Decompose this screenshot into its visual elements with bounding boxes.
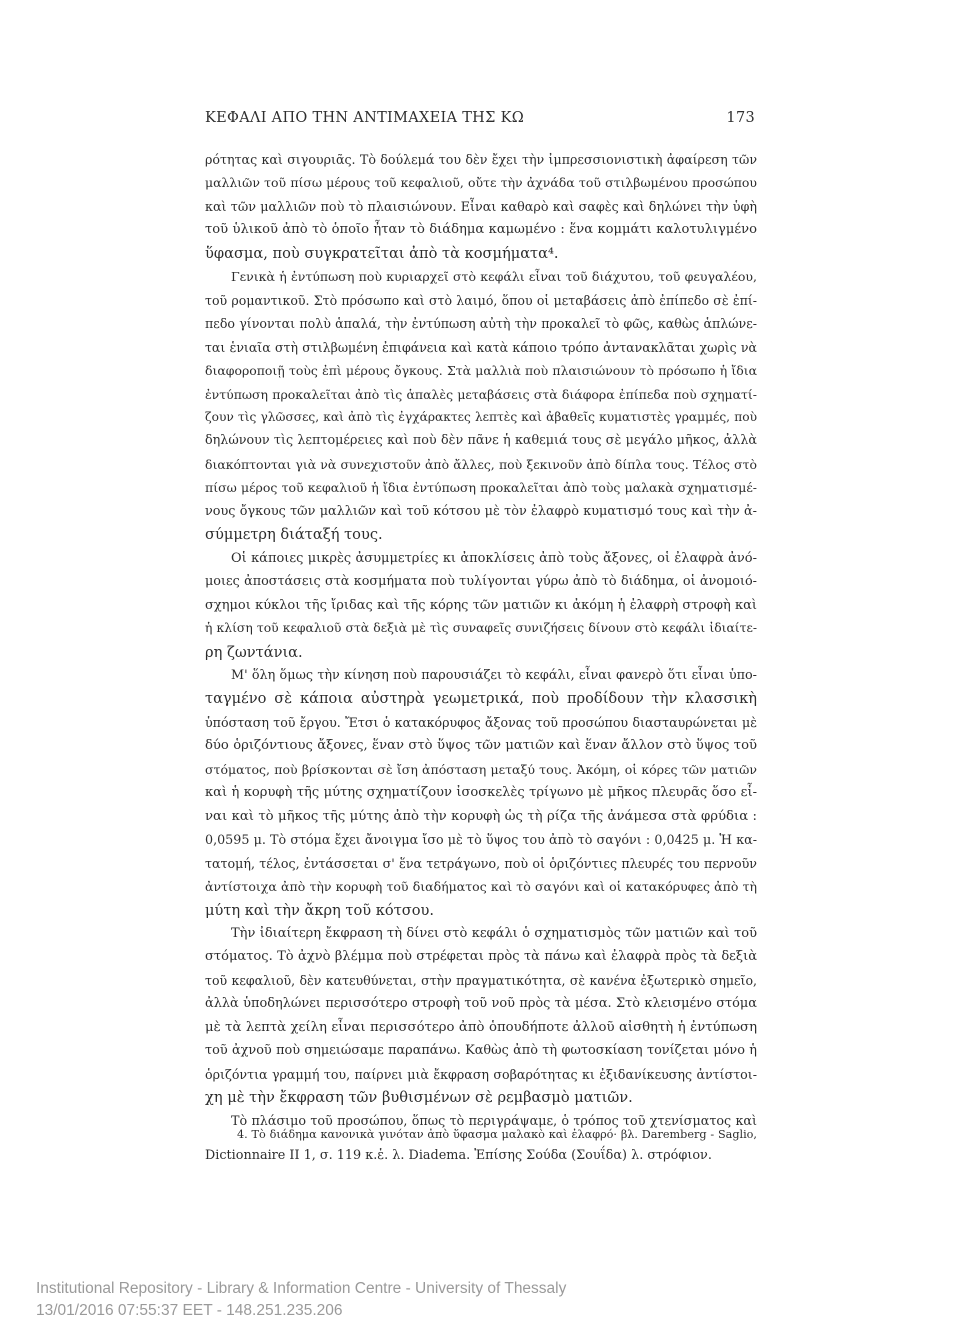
text-line: τοῦ ἀχνοῦ ποὺ σημειώσαμε παραπάνω. Καθὼς ἀπὸ τὴ φωτοσκίαση τονίζεται μόνο ἡ [205,1043,757,1059]
text-line: ὑπόσταση τοῦ ἔργου. Ἔτσι ὁ κατακόρυφος ἄξονας τοῦ προσώπου διασταυρώνεται μὲ [205,714,757,730]
footnotes [205,1124,757,1166]
text-line: μαλλιῶν τοῦ πίσω μέρους τοῦ κεφαλιοῦ, οὔτε τὴν ἀχνάδα τοῦ στιλβωμένου προσώπου [205,175,757,191]
text-line: δηλώνουν τὶς λεπτομέρειες καὶ ποὺ δὲν πᾶνε ἡ καθεμιά τους σὲ μεγάλο μῆκος, ἀλλὰ [205,433,757,449]
text-line: πεδο γίνονται πολὺ ἁπαλά, τὴν ἐντύπωση αὐτὴ τὴν προκαλεῖ τὸ φῶς, καθὼς ἁπλώνε- [205,316,757,332]
text-line: ται ἑνιαῖα στὴ στιλβωμένη ἐπιφάνεια καὶ κατὰ κάποιο τρόπο ἀντανακλᾶται χωρὶς νὰ [205,339,757,355]
text-line: στόματος. Τὸ ἀχνὸ βλέμμα ποὺ στρέφεται πρὸς τὰ πάνω καὶ ἐλαφρὰ πρὸς τὰ δεξιὰ [205,949,757,965]
text-line: διαφοροποιῇ τοὺς ἐπὶ μέρους ὄγκους. Στὰ μαλλιὰ ποὺ πλαισιώνουν τὸ πρόσωπο ἡ ἴδια [205,363,757,379]
text-line: ἀλλὰ ὑποδηλώνει περισσότερο στροφὴ τοῦ νοῦ πρὸς τὰ μέσα. Στὸ κλεισμένο στόμα [205,996,757,1012]
text-line: ἡ κλίση τοῦ κεφαλιοῦ στὰ δεξιὰ μὲ τὶς συναφεῖς συνιζήσεις δίνουν στὸ κεφάλι ἰδιαίτε- [205,621,757,636]
text-line: ὁριζόντια γραμμή του, παίρνει μιὰ ἔκφραση σοβαρότητας κι ἐξιδανίκευσης ἀντίστοι- [205,1066,757,1082]
text-line: ταγμένο σὲ κάποια αὐστηρὰ γεωμετρικά, ποὺ προδίδουν τὴν κλασσικὴ [205,690,757,708]
text-line: σύμμετρη διάταξή τους. [205,526,383,544]
text-line: τοῦ ὑλικοῦ ἀπὸ τὸ ὁποῖο ἦταν τὸ διάδημα καμωμένο : ἕνα κομμάτι καλοτυλιγμένο [205,222,757,238]
text-line: νους ὄγκους τῶν μαλλιῶν καὶ τοῦ κότσου μὲ τὸν ἐλαφρὸ κυματισμό τους καὶ τὴν ἀ- [205,503,757,519]
text-line: Οἱ κάποιες μικρὲς ἀσυμμετρίες κι ἀποκλίσεις ἀπὸ τοὺς ἄξονες, οἱ ἐλαφρὰ ἀνό- [231,550,757,566]
text-line: δύο ὁριζόντιους ἄξονες, ἕναν στὸ ὕψος τῶν ματιῶν καὶ ἕναν ἄλλον στὸ ὕψος τοῦ [205,738,757,754]
running-header [205,110,755,126]
footnote-line: Dictionnaire II 1, σ. 119 κ.ἑ. λ. Diadema. Ἐπίσης Σούδα (Σουΐδα) λ. στρόφιον. [205,1148,712,1163]
text-line: Τὸ πλάσιμο τοῦ προσώπου, ὅπως τὸ περιγράψαμε, ὁ τρόπος τοῦ χτενίσματος καὶ [231,1113,757,1129]
text-line: τατομή, τέλος, ἐντάσσεται σ' ἕνα τετράγωνο, ποὺ οἱ ὁριζόντιες πλευρές του περνοῦν [205,855,757,871]
text-line: διακόπτονται γιὰ νὰ συνεχιστοῦν ἀπὸ ἄλλες, ποὺ ξεκινοῦν ἀπὸ δίπλα τους. Τέλος στὸ [205,456,757,472]
text-line: ναι καὶ τὸ μῆκος τῆς μύτης ἀπὸ τὴν κορυφὴ ὡς τὴ ρίζα τῆς ἀνάμεσα στὰ φρύδια : [205,808,757,824]
text-line: ἐντύπωση προκαλεῖται ἀπὸ τὶς ἁπαλὲς μεταβάσεις στὰ διάφορα ἐπίπεδα ποὺ σχηματί- [205,386,757,402]
text-line: 0,0595 μ. Τὸ στόμα ἔχει ἄνοιγμα ἴσο μὲ τὸ ὕψος του ἀπὸ τὸ σαγόνι : 0,0425 μ. Ἡ κα- [205,832,757,848]
text-line: τοῦ ρομαντικοῦ. Στὸ πρόσωπο καὶ στὸ λαιμό, ὅπου οἱ μεταβάσεις ἀπὸ ἐπίπεδο σὲ ἐπί- [205,292,757,308]
text-line: πίσω μέρος τοῦ κεφαλιοῦ ἡ ἴδια ἐντύπωση προκαλεῖται ἀπὸ τοὺς μαλακὰ σχηματισμέ- [205,480,757,496]
text-line: Μ' ὅλη ὅμως τὴν κίνηση ποὺ παρουσιάζει τὸ κεφάλι, εἶναι φανερὸ ὅτι εἶναι ὑπο- [231,667,757,683]
text-line: τοῦ κεφαλιοῦ, δὲν κατευθύνεται, στὴν πραγματικότητα, σὲ κανένα ἐξωτερικὸ σημεῖο, [205,972,757,988]
footnote-line: 4. Τὸ διάδημα κανονικὰ γινόταν ἀπὸ ὕφασμα μαλακὸ καὶ ἐλαφρό· βλ. Daremberg - Saglio, [237,1128,757,1141]
watermark-line: Institutional Repository - Library & Information Centre - University of Thessaly [36,1280,567,1297]
text-line: καὶ ἡ κορυφὴ τῆς μύτης σχηματίζουν ἰσοσκελὲς τρίγωνο μὲ μῆκος πλευρᾶς ὅσο εἶ- [205,785,757,801]
text-line: ἀντίστοιχα ἀπὸ τὴν κορυφὴ τοῦ διαδήματος καὶ τὸ σαγόνι καὶ οἱ κατακόρυφες ἀπὸ τὴ [205,879,757,895]
text-line: καὶ τῶν μαλλιῶν ποὺ τὸ πλαισιώνουν. Εἶναι καθαρὸ καὶ σαφὲς καὶ δηλώνει τὴν ὑφὴ [205,198,757,214]
text-line: ρότητας καὶ σιγουριᾶς. Τὸ δούλεμά του δὲν ἔχει τὴν ἰμπρεσσιονιστικὴ ἀφαίρεση τῶν [205,152,757,167]
text-line: Γενικὰ ἡ ἐντύπωση ποὺ κυριαρχεῖ στὸ κεφάλι εἶναι τοῦ διάχυτου, τοῦ φευγαλέου, [231,269,757,285]
text-line: ζουν τὶς γλῶσσες, καὶ ἀπὸ τὶς ἐγχάρακτες λεπτὲς καὶ ἀβαθεῖς κυματιστὲς γραμμές, ποὺ [205,409,757,424]
text-line: χη μὲ τὴν ἔκφραση τῶν βυθισμένων σὲ ρεμβασμὸ ματιῶν. [205,1089,633,1107]
page-number: 173 [726,110,755,126]
text-line: στόματος, ποὺ βρίσκονται σὲ ἴση ἀπόσταση μεταξύ τους. Ἀκόμη, οἱ κόρες τῶν ματιῶν [205,761,757,777]
running-title: ΚΕΦΑΛΙ ΑΠΟ ΤΗΝ ΑΝΤΙΜΑΧΕΙΑ ΤΗΣ ΚΩ [205,110,525,126]
repository-watermark [36,1278,566,1322]
watermark-line: 13/01/2016 07:55:37 EET - 148.251.235.206 [36,1302,343,1319]
text-line: μοιες ἀποστάσεις στὰ κοσμήματα ποὺ τυλίγονται γύρω ἀπὸ τὸ διάδημα, οἱ ἀνομοιό- [205,574,757,590]
text-line: μύτη καὶ τὴν ἄκρη τοῦ κότσου. [205,901,435,919]
text-line: ὕφασμα, ποὺ συγκρατεῖται ἀπὸ τὰ κοσμήματα⁴. [205,244,559,262]
body-text [205,148,757,1133]
text-line: μὲ τὰ λεπτὰ χείλη εἶναι περισσότερο ἀπὸ ὁπουδήποτε ἀλλοῦ αἰσθητὴ ἡ ἐντύπωση [205,1019,757,1035]
text-line: ρη ζωντάνια. [205,643,303,661]
text-line: Τὴν ἰδιαίτερη ἔκφραση τὴ δίνει στὸ κεφάλι ὁ σχηματισμὸς τῶν ματιῶν καὶ τοῦ [231,925,757,941]
text-line: σχημοι κύκλοι τῆς ἴριδας καὶ τῆς κόρης τῶν ματιῶν κι ἀκόμη ἡ ἐλαφρὴ στροφὴ καὶ [205,597,757,613]
